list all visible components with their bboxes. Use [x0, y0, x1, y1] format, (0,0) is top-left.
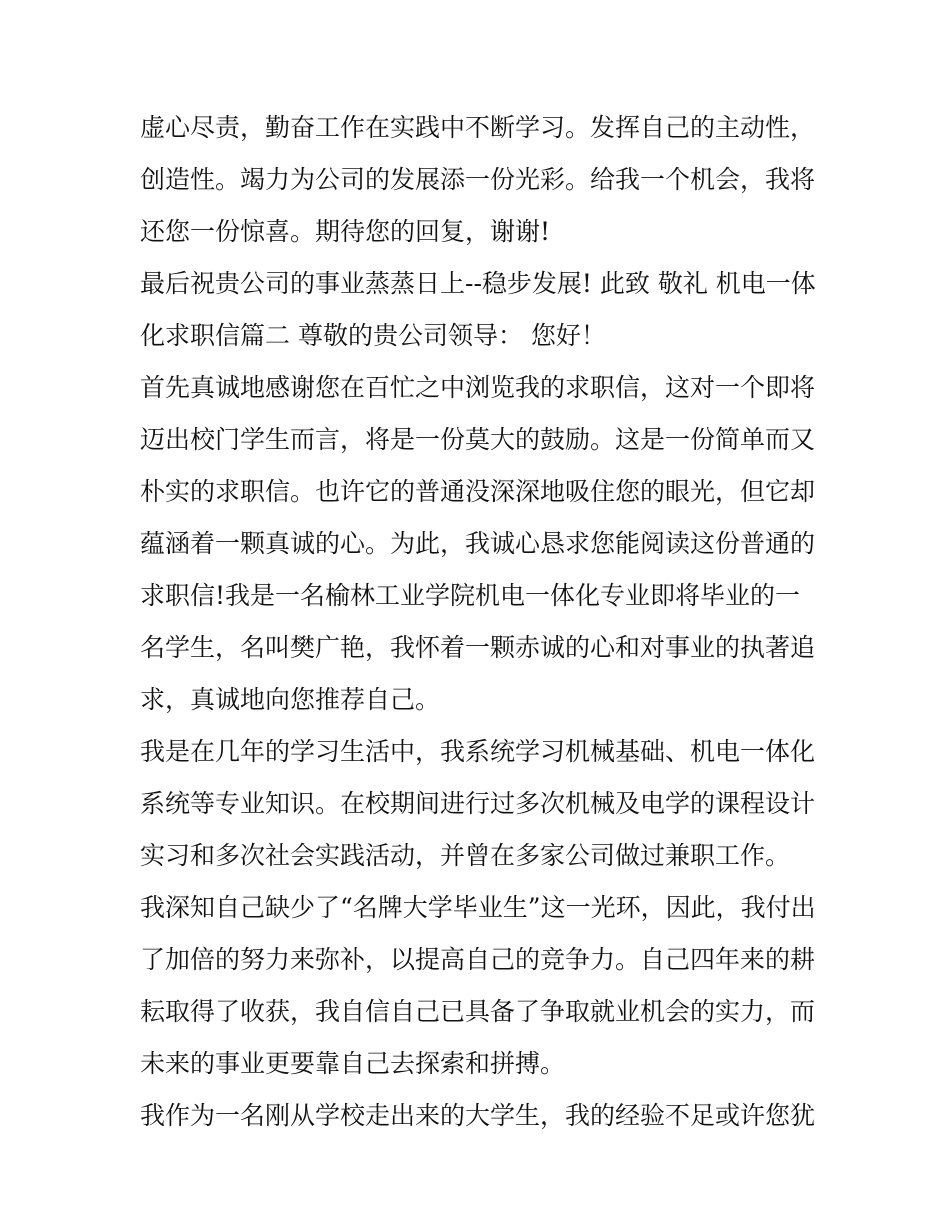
text-line: 我深知自己缺少了“名牌大学毕业生”这一光环，因此，我付出 — [140, 893, 816, 922]
text-line: 迈出校门学生而言，将是一份莫大的鼓励。这是一份简单而又 — [140, 425, 816, 454]
text-line: 最后祝贵公司的事业蒸蒸日上--稳步发展! 此致 敬礼 机电一体 — [140, 269, 816, 298]
text-line: 名学生，名叫樊广艳，我怀着一颗赤诚的心和对事业的执著追 — [140, 633, 816, 662]
text-line: 朴实的求职信。也许它的普通没深深地吸住您的眼光，但它却 — [140, 477, 816, 506]
text-line: 我是在几年的学习生活中，我系统学习机械基础、机电一体化 — [140, 737, 816, 766]
text-line: 创造性。竭力为公司的发展添一份光彩。给我一个机会，我将 — [140, 165, 816, 194]
text-line: 我作为一名刚从学校走出来的大学生，我的经验不足或许您犹 — [140, 1101, 816, 1130]
text-line: 蕴涵着一颗真诚的心。为此，我诚心恳求您能阅读这份普通的 — [140, 529, 816, 558]
text-line: 系统等专业知识。在校期间进行过多次机械及电学的课程设计 — [140, 789, 816, 818]
text-line: 未来的事业更要靠自己去探索和拼搏。 — [140, 1049, 566, 1078]
text-line: 虚心尽责，勤奋工作在实践中不断学习。发挥自己的主动性， — [140, 113, 816, 142]
text-line: 求职信!我是一名榆林工业学院机电一体化专业即将毕业的一 — [140, 581, 801, 610]
text-line: 还您一份惊喜。期待您的回复，谢谢! — [140, 217, 551, 246]
document-body — [140, 102, 816, 1142]
text-line: 实习和多次社会实践活动，并曾在多家公司做过兼职工作。 — [140, 841, 791, 870]
text-line: 求，真诚地向您推荐自己。 — [140, 685, 441, 714]
text-line: 首先真诚地感谢您在百忙之中浏览我的求职信，这对一个即将 — [140, 373, 816, 402]
text-line: 了加倍的努力来弥补，以提高自己的竞争力。自己四年来的耕 — [140, 945, 816, 974]
text-line: 化求职信篇二 尊敬的贵公司领导： 您好！ — [140, 321, 606, 350]
text-line: 耘取得了收获，我自信自己已具备了争取就业机会的实力，而 — [140, 997, 816, 1026]
